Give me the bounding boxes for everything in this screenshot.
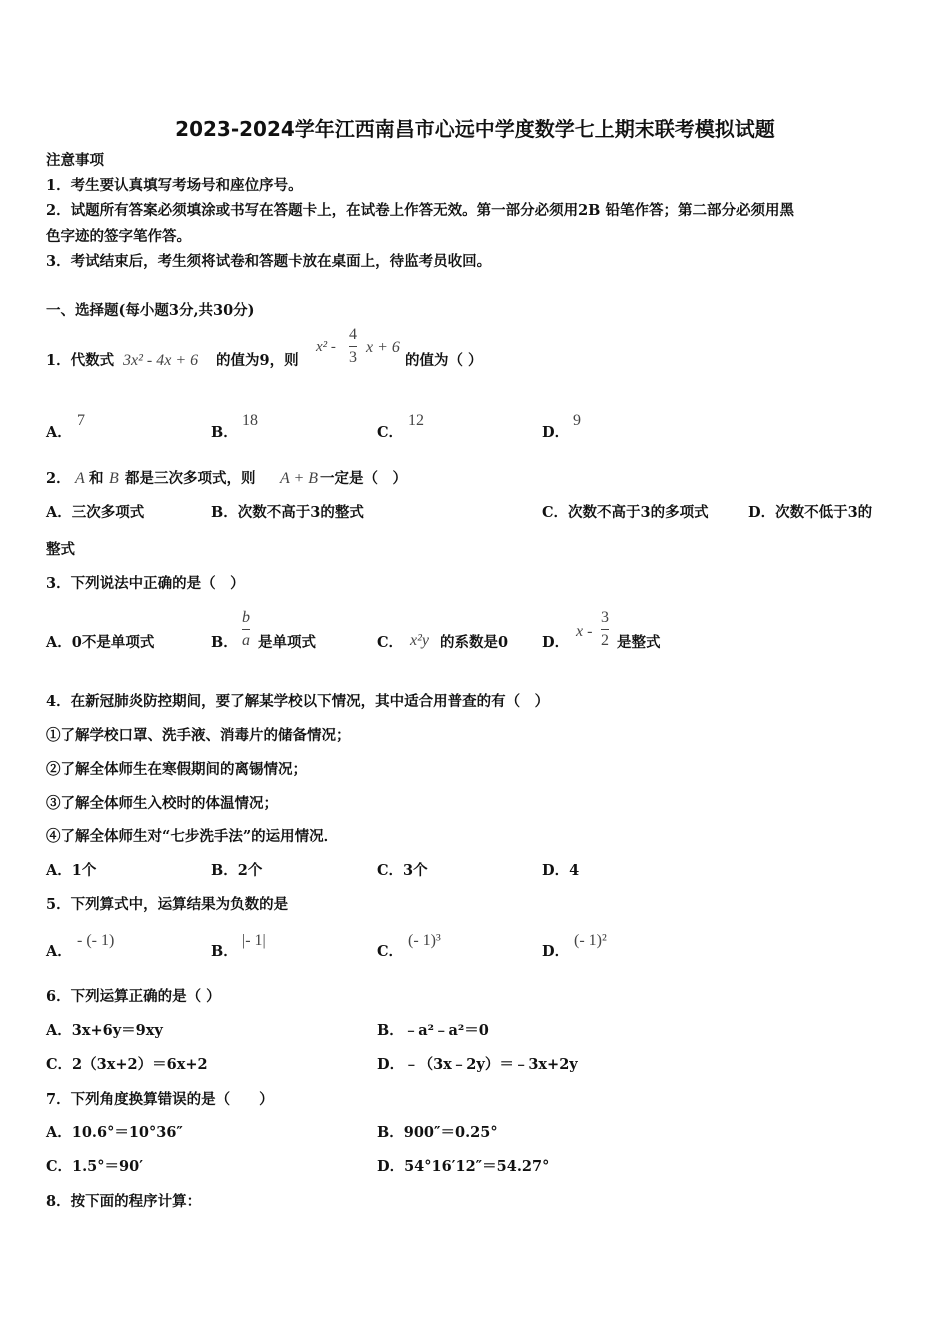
q7-stem: 7．下列角度换算错误的是（ ） <box>46 1091 274 1108</box>
q3-option-b-fraction <box>242 610 250 649</box>
notice-item-2: 2．试题所有答案必须填涂或书写在答题卡上，在试卷上作答无效。第一部分必须用2B 铅笔作答；第二部分必须用黑 <box>46 202 794 219</box>
q1-prefix: 1．代数式 <box>46 352 115 369</box>
q1-option-b-value: 18 <box>242 412 258 429</box>
q1-option-c-value: 12 <box>408 412 424 429</box>
q2-b: B <box>109 470 119 487</box>
notice-heading: 注意事项 <box>46 152 104 169</box>
q6-stem: 6．下列运算正确的是（ ） <box>46 988 221 1005</box>
q2-a: A <box>75 470 85 487</box>
q3-option-c-text: 的系数是0 <box>440 634 509 651</box>
q4-item-4: ④了解全体师生对“七步洗手法”的运用情况． <box>46 828 339 845</box>
q1-expr2-b: x + 6 <box>366 339 400 356</box>
q2-option-d: D．次数不低于3的 <box>748 504 873 521</box>
q5-option-d-expr: (- 1)² <box>574 932 607 949</box>
q6-option-b: B．﹣a²﹣a²＝0 <box>377 1022 489 1039</box>
q1-option-a-value: 7 <box>77 412 85 429</box>
q7-option-d: D．54°16′12″＝54.27° <box>377 1158 550 1175</box>
q1-option-c-label: C． <box>377 424 404 441</box>
q4-option-c: C．3个 <box>377 862 428 879</box>
q4-stem: 4．在新冠肺炎防控期间，要了解某学校以下情况，其中适合用普查的有（ ） <box>46 693 550 710</box>
q3-option-a: A．0不是单项式 <box>46 634 155 651</box>
q3-option-c-label: C． <box>377 634 404 651</box>
q2-option-c: C．次数不高于3的多项式 <box>542 504 709 521</box>
q1-frac-den: 3 <box>349 349 357 366</box>
q2-mid: 都是三次多项式，则 <box>125 470 256 487</box>
notice-item-1: 1．考生要认真填写考场号和座位序号。 <box>46 177 303 194</box>
section-heading: 一、选择题(每小题3分,共30分) <box>46 302 255 319</box>
q3-stem: 3．下列说法中正确的是（ ） <box>46 575 245 592</box>
q1-frac-bar <box>349 346 357 347</box>
q3-d-bar <box>601 629 609 630</box>
q7-option-a: A．10.6°＝10°36″ <box>46 1124 183 1141</box>
q2-option-b: B．次数不高于3的整式 <box>211 504 364 521</box>
q1-expr1: 3x² - 4x + 6 <box>123 352 199 369</box>
q3-option-d-fraction <box>601 610 609 649</box>
q2-option-a: A．三次多项式 <box>46 504 145 521</box>
q6-option-d: D．﹣（3x﹣2y）＝﹣3x+2y <box>377 1056 578 1073</box>
q3-option-b-text: 是单项式 <box>258 634 316 651</box>
q3-d-den: 2 <box>601 632 609 649</box>
q3-b-bar <box>242 629 250 630</box>
q5-stem: 5．下列算式中，运算结果为负数的是 <box>46 896 289 913</box>
q2-option-d-cont: 整式 <box>46 541 75 558</box>
q4-item-1: ①了解学校口罩、洗手液、消毒片的储备情况； <box>46 727 351 744</box>
q3-option-d-text: 是整式 <box>617 634 661 651</box>
notice-item-2-cont: 色字迹的签字笔作答。 <box>46 228 191 245</box>
q3-b-den: a <box>242 632 250 649</box>
q4-item-2: ②了解全体师生在寒假期间的离锡情况； <box>46 761 307 778</box>
q5-option-c-label: C． <box>377 943 404 960</box>
q5-option-b-label: B． <box>211 943 238 960</box>
q1-frac-num: 4 <box>349 326 357 343</box>
q4-option-a: A．1个 <box>46 862 97 879</box>
q4-option-d: D．4 <box>542 862 580 879</box>
q3-b-num: b <box>242 609 250 626</box>
q2-suffix: 一定是（ ） <box>320 470 407 487</box>
q2-prefix: 2． <box>46 470 71 487</box>
page-title: 2023-2024学年江西南昌市心远中学度数学七上期末联考模拟试题 <box>175 117 775 141</box>
q8-stem: 8．按下面的程序计算： <box>46 1193 202 1210</box>
q3-option-c-expr: x²y <box>410 632 429 649</box>
q1-option-b-label: B． <box>211 424 238 441</box>
q2-sum: A + B <box>280 470 319 487</box>
q1-mid: 的值为9，则 <box>216 352 299 369</box>
q6-option-a: A．3x+6y＝9xy <box>46 1022 163 1039</box>
q5-option-c-expr: (- 1)³ <box>408 932 441 949</box>
q1-option-d-value: 9 <box>573 412 581 429</box>
q7-option-c: C．1.5°＝90′ <box>46 1158 144 1175</box>
notice-item-3: 3．考试结束后，考生须将试卷和答题卡放在桌面上，待监考员收回。 <box>46 253 492 270</box>
q5-option-b-expr: |- 1| <box>242 932 266 949</box>
q2-and: 和 <box>89 470 104 487</box>
q1-option-a-label: A． <box>46 424 72 441</box>
q4-item-3: ③了解全体师生入校时的体温情况； <box>46 795 278 812</box>
q1-fraction <box>349 327 357 366</box>
q5-option-a-label: A． <box>46 943 72 960</box>
q5-option-d-label: D． <box>542 943 570 960</box>
q3-option-d-label: D． <box>542 634 570 651</box>
q5-option-a-expr: - (- 1) <box>77 932 115 949</box>
q3-option-d-expr: x - <box>576 623 593 640</box>
q3-option-b-label: B． <box>211 634 238 651</box>
q1-option-d-label: D． <box>542 424 570 441</box>
q1-suffix: 的值为（ ） <box>405 352 483 369</box>
q7-option-b: B．900″＝0.25° <box>377 1124 498 1141</box>
q1-expr2-a: x² - <box>316 339 336 355</box>
q3-d-num: 3 <box>601 609 609 626</box>
q6-option-c: C．2（3x+2）＝6x+2 <box>46 1056 208 1073</box>
q4-option-b: B．2个 <box>211 862 263 879</box>
